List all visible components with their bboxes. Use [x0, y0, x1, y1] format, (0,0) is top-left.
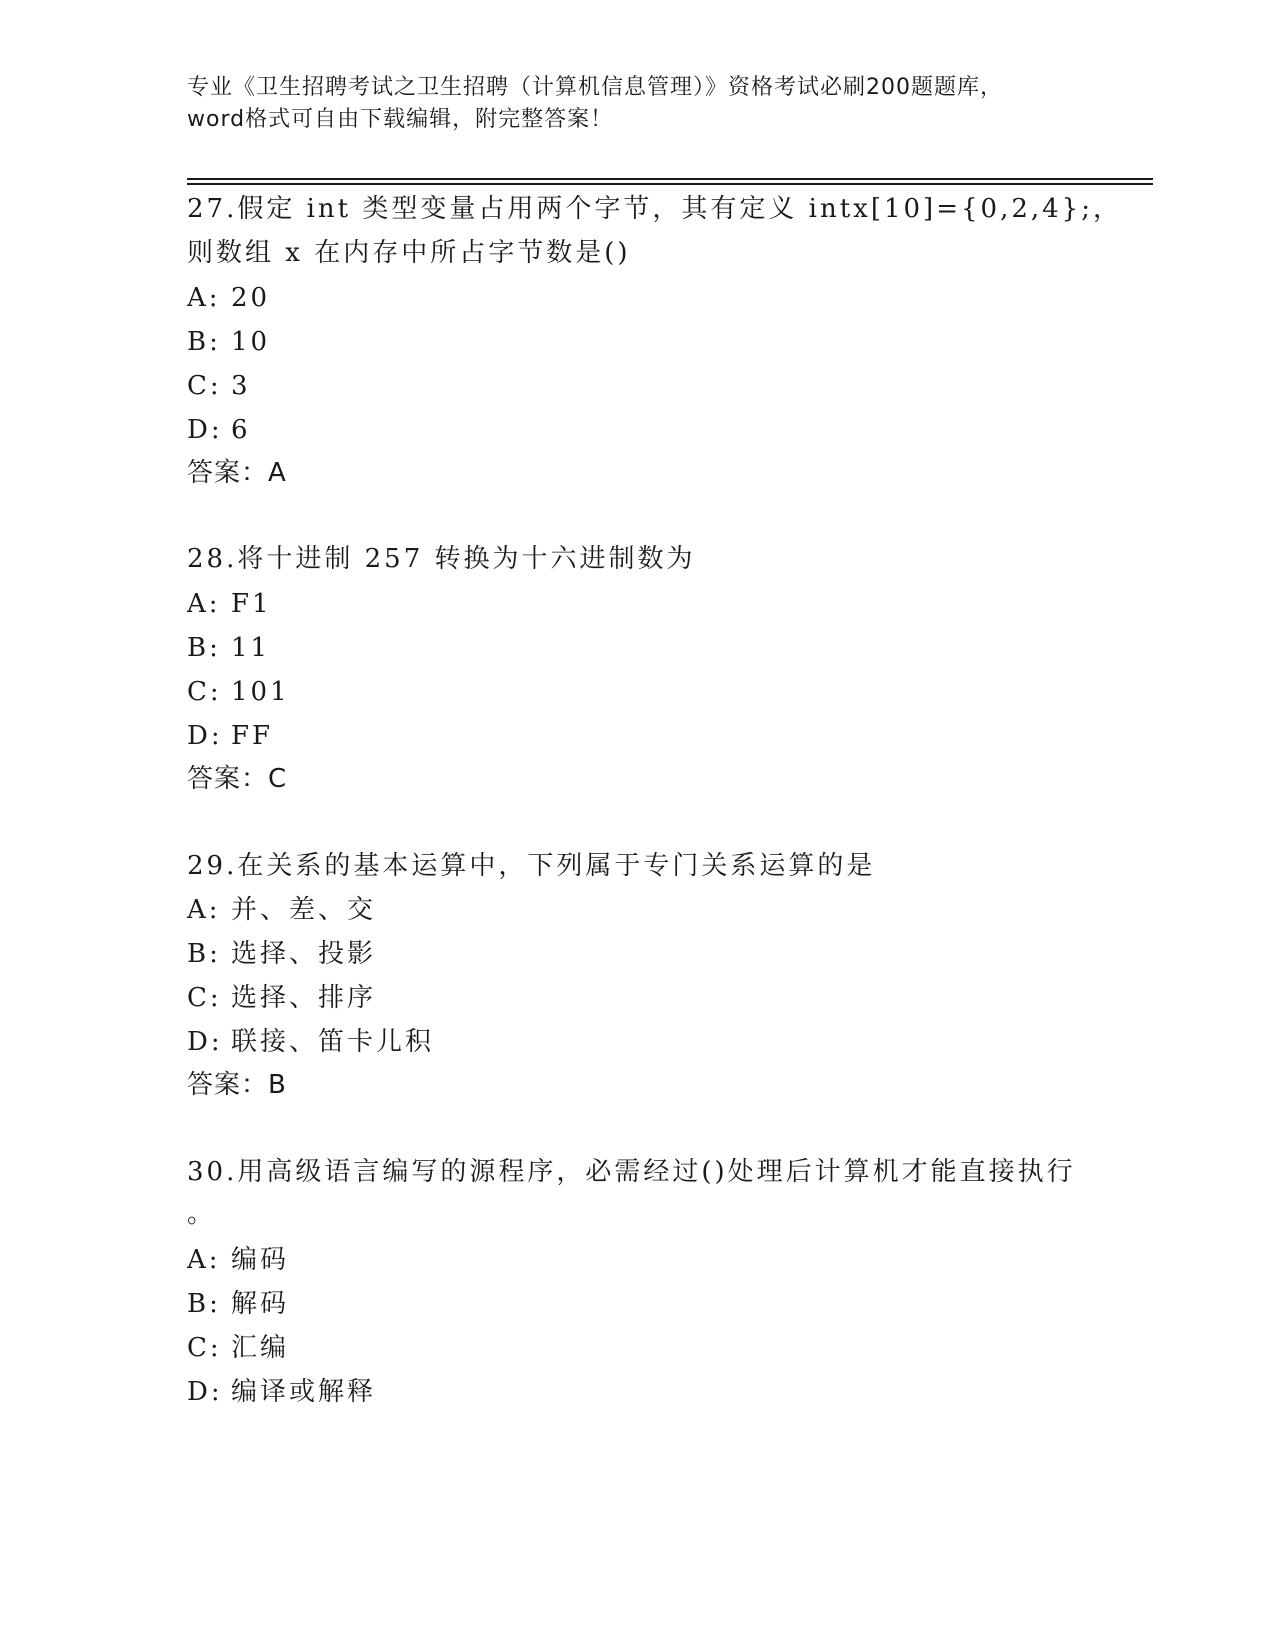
answer-label: 答案：C [187, 764, 288, 794]
option-c [187, 369, 251, 403]
option-text: 解码 [231, 1289, 290, 1319]
option-letter: D: [187, 721, 223, 751]
option-b [187, 631, 270, 665]
option-letter: B: [187, 327, 221, 357]
option-letter: D: [187, 1027, 223, 1057]
option-letter: B: [187, 633, 221, 663]
header-line-2: word格式可自由下载编辑，附完整答案！ [187, 107, 614, 132]
option-a [187, 893, 376, 927]
option-letter: D: [187, 415, 223, 445]
option-text: 3 [231, 371, 251, 401]
option-text: 10 [231, 327, 271, 357]
question-stem: 30.用高级语言编写的源程序，必需经过()处理后计算机才能直接执行 [187, 1157, 1076, 1187]
header-divider-bottom [187, 183, 1153, 185]
option-letter: C: [187, 371, 222, 401]
option-letter: A: [187, 895, 221, 925]
question-stem: 29.在关系的基本运算中，下列属于专门关系运算的是 [187, 851, 876, 881]
option-d [187, 1025, 434, 1059]
option-text: 并、差、交 [231, 895, 377, 925]
option-text: 20 [231, 283, 271, 313]
option-text: 联接、笛卡儿积 [231, 1027, 435, 1057]
option-a [187, 587, 272, 621]
option-b [187, 325, 270, 359]
answer-label: 答案：A [187, 458, 287, 488]
option-text: 选择、排序 [231, 983, 377, 1013]
option-letter: C: [187, 677, 222, 707]
document-header [187, 72, 1087, 136]
option-b [187, 1287, 289, 1321]
option-c [187, 1331, 289, 1365]
option-letter: A: [187, 589, 221, 619]
question-stem-continued: 。 [187, 1199, 217, 1229]
option-d [187, 1375, 376, 1409]
option-letter: A: [187, 1245, 221, 1275]
option-text: 6 [231, 415, 251, 445]
question-stem: 27.假定 int 类型变量占用两个字节，其有定义 intx[10]={0,2,4};， [187, 194, 1122, 224]
option-text: 编码 [231, 1245, 290, 1275]
option-text: 101 [231, 677, 290, 707]
answer-label: 答案：B [187, 1070, 287, 1100]
option-letter: D: [187, 1377, 223, 1407]
option-text: 11 [231, 633, 271, 663]
question-stem: 28.将十进制 257 转换为十六进制数为 [187, 544, 696, 574]
option-letter: C: [187, 1333, 222, 1363]
option-letter: A: [187, 283, 221, 313]
option-text: FF [231, 721, 274, 751]
option-d [187, 413, 251, 447]
option-text: 汇编 [231, 1333, 290, 1363]
option-text: 选择、投影 [231, 939, 377, 969]
option-letter: C: [187, 983, 222, 1013]
option-text: F1 [231, 589, 272, 619]
option-d [187, 719, 273, 753]
option-letter: B: [187, 1289, 221, 1319]
option-text: 编译或解释 [231, 1377, 377, 1407]
option-a [187, 1243, 289, 1277]
option-b [187, 937, 376, 971]
question-stem-continued: 则数组 x 在内存中所占字节数是() [187, 238, 631, 268]
option-c [187, 675, 290, 709]
option-a [187, 281, 270, 315]
option-letter: B: [187, 939, 221, 969]
header-divider-top [187, 178, 1153, 180]
header-line-1: 专业《卫生招聘考试之卫生招聘（计算机信息管理）》资格考试必刷200题题库， [187, 75, 1003, 100]
option-c [187, 981, 376, 1015]
